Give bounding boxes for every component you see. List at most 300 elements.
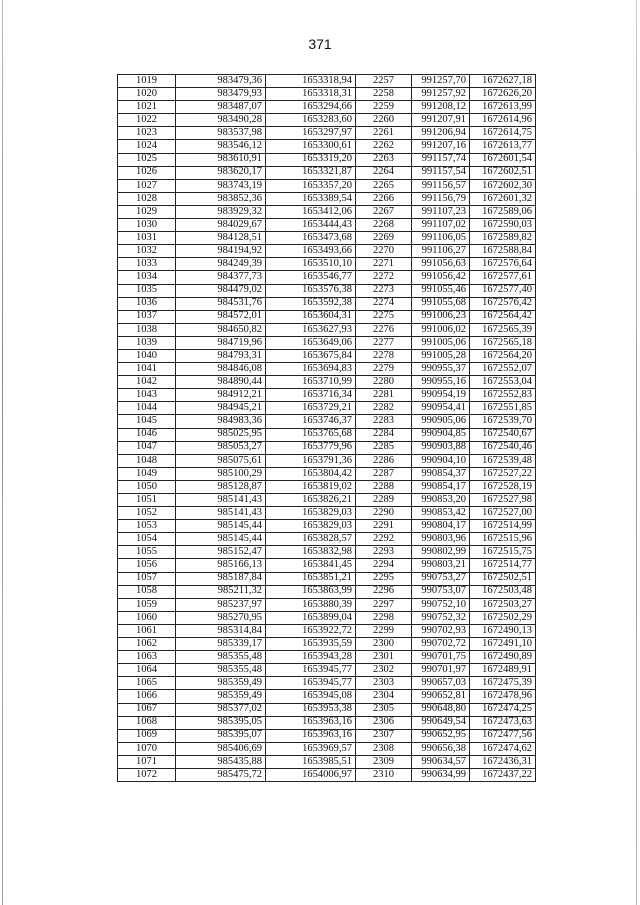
point-number-left-cell: 1039 [118,336,176,349]
point-number-left-cell: 1052 [118,507,176,520]
table-row [118,690,536,703]
y-coordinate-right-cell: 1672551,85 [470,402,536,415]
point-number-left-cell: 1071 [118,755,176,768]
point-number-right-cell: 2261 [356,127,412,140]
table-row [118,114,536,127]
x-coordinate-right-cell: 990904,85 [412,428,470,441]
point-number-left-cell: 1070 [118,742,176,755]
point-number-right-cell: 2298 [356,611,412,624]
y-coordinate-left-cell: 1653746,37 [266,415,356,428]
y-coordinate-right-cell: 1672491,10 [470,638,536,651]
coordinates-table [117,74,536,782]
y-coordinate-right-cell: 1672590,03 [470,219,536,232]
x-coordinate-left-cell: 983537,98 [176,127,266,140]
table-row [118,402,536,415]
x-coordinate-right-cell: 991257,70 [412,75,470,88]
y-coordinate-right-cell: 1672502,51 [470,572,536,585]
y-coordinate-left-cell: 1653969,57 [266,742,356,755]
y-coordinate-left-cell: 1653922,72 [266,624,356,637]
x-coordinate-right-cell: 990954,41 [412,402,470,415]
x-coordinate-left-cell: 985075,61 [176,454,266,467]
point-number-right-cell: 2281 [356,389,412,402]
x-coordinate-left-cell: 984572,01 [176,310,266,323]
point-number-right-cell: 2282 [356,402,412,415]
y-coordinate-left-cell: 1653945,08 [266,690,356,703]
point-number-right-cell: 2308 [356,742,412,755]
table-row [118,389,536,402]
y-coordinate-left-cell: 1653935,59 [266,638,356,651]
y-coordinate-right-cell: 1672601,32 [470,192,536,205]
x-coordinate-left-cell: 985359,49 [176,677,266,690]
x-coordinate-right-cell: 990803,96 [412,533,470,546]
x-coordinate-right-cell: 991006,23 [412,310,470,323]
y-coordinate-right-cell: 1672502,29 [470,611,536,624]
y-coordinate-right-cell: 1672552,07 [470,363,536,376]
y-coordinate-left-cell: 1653576,38 [266,284,356,297]
table-row [118,88,536,101]
x-coordinate-right-cell: 991207,91 [412,114,470,127]
point-number-left-cell: 1072 [118,768,176,781]
point-number-left-cell: 1047 [118,441,176,454]
point-number-right-cell: 2306 [356,716,412,729]
x-coordinate-right-cell: 990804,17 [412,520,470,533]
point-number-left-cell: 1067 [118,703,176,716]
x-coordinate-left-cell: 983610,91 [176,153,266,166]
x-coordinate-left-cell: 984128,51 [176,232,266,245]
y-coordinate-right-cell: 1672602,51 [470,166,536,179]
point-number-left-cell: 1046 [118,428,176,441]
y-coordinate-right-cell: 1672503,27 [470,598,536,611]
y-coordinate-left-cell: 1653841,45 [266,559,356,572]
point-number-right-cell: 2296 [356,585,412,598]
table-row [118,546,536,559]
x-coordinate-left-cell: 984249,39 [176,258,266,271]
x-coordinate-left-cell: 984194,92 [176,245,266,258]
point-number-left-cell: 1048 [118,454,176,467]
y-coordinate-left-cell: 1653963,16 [266,729,356,742]
point-number-right-cell: 2288 [356,480,412,493]
point-number-right-cell: 2263 [356,153,412,166]
point-number-left-cell: 1032 [118,245,176,258]
x-coordinate-left-cell: 985270,95 [176,611,266,624]
y-coordinate-right-cell: 1672576,42 [470,297,536,310]
table-row [118,140,536,153]
x-coordinate-left-cell: 984377,73 [176,271,266,284]
point-number-left-cell: 1020 [118,88,176,101]
point-number-left-cell: 1060 [118,611,176,624]
point-number-left-cell: 1035 [118,284,176,297]
y-coordinate-right-cell: 1672489,91 [470,664,536,677]
point-number-right-cell: 2310 [356,768,412,781]
y-coordinate-right-cell: 1672475,39 [470,677,536,690]
y-coordinate-left-cell: 1653710,99 [266,376,356,389]
point-number-right-cell: 2294 [356,559,412,572]
y-coordinate-right-cell: 1672601,54 [470,153,536,166]
table-row [118,585,536,598]
table-row [118,349,536,362]
point-number-left-cell: 1025 [118,153,176,166]
point-number-left-cell: 1038 [118,323,176,336]
point-number-right-cell: 2305 [356,703,412,716]
y-coordinate-left-cell: 1653851,21 [266,572,356,585]
point-number-left-cell: 1028 [118,192,176,205]
point-number-right-cell: 2309 [356,755,412,768]
point-number-right-cell: 2264 [356,166,412,179]
point-number-right-cell: 2278 [356,349,412,362]
y-coordinate-right-cell: 1672613,77 [470,140,536,153]
x-coordinate-right-cell: 990634,99 [412,768,470,781]
point-number-right-cell: 2266 [356,192,412,205]
x-coordinate-right-cell: 990853,42 [412,507,470,520]
x-coordinate-left-cell: 983546,12 [176,140,266,153]
y-coordinate-left-cell: 1653318,94 [266,75,356,88]
y-coordinate-right-cell: 1672613,99 [470,101,536,114]
point-number-right-cell: 2268 [356,219,412,232]
point-number-right-cell: 2293 [356,546,412,559]
table-row [118,716,536,729]
y-coordinate-right-cell: 1672553,04 [470,376,536,389]
x-coordinate-right-cell: 990752,10 [412,598,470,611]
x-coordinate-left-cell: 983490,28 [176,114,266,127]
table-row [118,467,536,480]
y-coordinate-right-cell: 1672564,20 [470,349,536,362]
x-coordinate-left-cell: 985314,84 [176,624,266,637]
point-number-right-cell: 2258 [356,88,412,101]
x-coordinate-left-cell: 985339,17 [176,638,266,651]
table-row [118,533,536,546]
point-number-right-cell: 2269 [356,232,412,245]
point-number-left-cell: 1059 [118,598,176,611]
table-row [118,520,536,533]
point-number-left-cell: 1053 [118,520,176,533]
x-coordinate-left-cell: 985395,05 [176,716,266,729]
x-coordinate-right-cell: 990634,57 [412,755,470,768]
point-number-right-cell: 2285 [356,441,412,454]
x-coordinate-right-cell: 990854,17 [412,480,470,493]
y-coordinate-left-cell: 1653828,57 [266,533,356,546]
y-coordinate-right-cell: 1672490,13 [470,624,536,637]
y-coordinate-left-cell: 1653649,06 [266,336,356,349]
x-coordinate-right-cell: 991156,79 [412,192,470,205]
x-coordinate-left-cell: 984531,76 [176,297,266,310]
x-coordinate-right-cell: 991107,23 [412,205,470,218]
x-coordinate-right-cell: 991106,05 [412,232,470,245]
x-coordinate-left-cell: 985128,87 [176,480,266,493]
table-row [118,219,536,232]
y-coordinate-left-cell: 1653729,21 [266,402,356,415]
x-coordinate-right-cell: 991056,63 [412,258,470,271]
point-number-left-cell: 1063 [118,651,176,664]
table-row [118,441,536,454]
y-coordinate-left-cell: 1653319,20 [266,153,356,166]
y-coordinate-left-cell: 1653826,21 [266,494,356,507]
x-coordinate-left-cell: 985145,44 [176,520,266,533]
table-row [118,271,536,284]
y-coordinate-left-cell: 1653943,28 [266,651,356,664]
x-coordinate-right-cell: 990752,32 [412,611,470,624]
table-row [118,376,536,389]
y-coordinate-right-cell: 1672473,63 [470,716,536,729]
y-coordinate-right-cell: 1672527,98 [470,494,536,507]
x-coordinate-left-cell: 984983,36 [176,415,266,428]
y-coordinate-left-cell: 1653716,34 [266,389,356,402]
y-coordinate-right-cell: 1672514,77 [470,559,536,572]
table-row [118,297,536,310]
x-coordinate-left-cell: 983929,32 [176,205,266,218]
point-number-left-cell: 1029 [118,205,176,218]
y-coordinate-right-cell: 1672577,40 [470,284,536,297]
point-number-right-cell: 2297 [356,598,412,611]
point-number-left-cell: 1021 [118,101,176,114]
y-coordinate-right-cell: 1672436,31 [470,755,536,768]
y-coordinate-left-cell: 1653318,31 [266,88,356,101]
y-coordinate-left-cell: 1653321,87 [266,166,356,179]
point-number-left-cell: 1042 [118,376,176,389]
x-coordinate-left-cell: 984846,08 [176,363,266,376]
y-coordinate-left-cell: 1653694,83 [266,363,356,376]
point-number-left-cell: 1044 [118,402,176,415]
x-coordinate-right-cell: 991207,16 [412,140,470,153]
x-coordinate-right-cell: 991005,06 [412,336,470,349]
point-number-right-cell: 2292 [356,533,412,546]
point-number-right-cell: 2301 [356,651,412,664]
point-number-left-cell: 1036 [118,297,176,310]
scan-left-edge [2,0,3,905]
x-coordinate-right-cell: 990753,07 [412,585,470,598]
table-row [118,127,536,140]
table-row [118,755,536,768]
table-row [118,75,536,88]
x-coordinate-left-cell: 985435,88 [176,755,266,768]
table-row [118,284,536,297]
x-coordinate-right-cell: 990753,27 [412,572,470,585]
y-coordinate-right-cell: 1672490,89 [470,651,536,664]
y-coordinate-left-cell: 1654006,97 [266,768,356,781]
point-number-right-cell: 2287 [356,467,412,480]
x-coordinate-right-cell: 990955,37 [412,363,470,376]
x-coordinate-left-cell: 985141,43 [176,494,266,507]
y-coordinate-right-cell: 1672576,64 [470,258,536,271]
point-number-left-cell: 1062 [118,638,176,651]
x-coordinate-left-cell: 985187,84 [176,572,266,585]
point-number-left-cell: 1030 [118,219,176,232]
point-number-left-cell: 1068 [118,716,176,729]
x-coordinate-left-cell: 984912,21 [176,389,266,402]
point-number-right-cell: 2259 [356,101,412,114]
point-number-right-cell: 2272 [356,271,412,284]
y-coordinate-right-cell: 1672539,48 [470,454,536,467]
point-number-left-cell: 1041 [118,363,176,376]
point-number-left-cell: 1031 [118,232,176,245]
point-number-right-cell: 2284 [356,428,412,441]
y-coordinate-right-cell: 1672552,83 [470,389,536,402]
point-number-left-cell: 1034 [118,271,176,284]
point-number-right-cell: 2299 [356,624,412,637]
y-coordinate-left-cell: 1653899,04 [266,611,356,624]
x-coordinate-left-cell: 983479,93 [176,88,266,101]
table-row [118,166,536,179]
y-coordinate-right-cell: 1672564,42 [470,310,536,323]
point-number-right-cell: 2304 [356,690,412,703]
x-coordinate-right-cell: 991206,94 [412,127,470,140]
point-number-right-cell: 2275 [356,310,412,323]
table-row [118,258,536,271]
y-coordinate-right-cell: 1672527,22 [470,467,536,480]
x-coordinate-left-cell: 983743,19 [176,179,266,192]
x-coordinate-left-cell: 983852,36 [176,192,266,205]
y-coordinate-left-cell: 1653510,10 [266,258,356,271]
table-row [118,179,536,192]
table-row [118,638,536,651]
table-row [118,480,536,493]
table-row [118,454,536,467]
x-coordinate-left-cell: 985237,97 [176,598,266,611]
table-row [118,624,536,637]
y-coordinate-left-cell: 1653863,99 [266,585,356,598]
y-coordinate-left-cell: 1653804,42 [266,467,356,480]
y-coordinate-right-cell: 1672589,06 [470,205,536,218]
point-number-left-cell: 1043 [118,389,176,402]
point-number-left-cell: 1049 [118,467,176,480]
point-number-right-cell: 2307 [356,729,412,742]
y-coordinate-left-cell: 1653953,38 [266,703,356,716]
point-number-left-cell: 1026 [118,166,176,179]
y-coordinate-left-cell: 1653300,61 [266,140,356,153]
y-coordinate-left-cell: 1653592,38 [266,297,356,310]
point-number-left-cell: 1037 [118,310,176,323]
x-coordinate-left-cell: 984650,82 [176,323,266,336]
y-coordinate-right-cell: 1672503,48 [470,585,536,598]
page-number: 371 [308,36,332,52]
table-row [118,729,536,742]
point-number-right-cell: 2260 [356,114,412,127]
point-number-left-cell: 1033 [118,258,176,271]
point-number-right-cell: 2280 [356,376,412,389]
scan-right-edge [636,0,637,905]
x-coordinate-right-cell: 990954,19 [412,389,470,402]
table-row [118,611,536,624]
point-number-right-cell: 2290 [356,507,412,520]
point-number-left-cell: 1054 [118,533,176,546]
table-row [118,205,536,218]
x-coordinate-right-cell: 990903,88 [412,441,470,454]
y-coordinate-right-cell: 1672588,84 [470,245,536,258]
point-number-left-cell: 1061 [118,624,176,637]
table-row [118,428,536,441]
y-coordinate-left-cell: 1653945,77 [266,677,356,690]
point-number-left-cell: 1055 [118,546,176,559]
table-row [118,101,536,114]
y-coordinate-right-cell: 1672478,96 [470,690,536,703]
coordinates-table-body [118,75,536,782]
point-number-right-cell: 2267 [356,205,412,218]
y-coordinate-left-cell: 1653765,68 [266,428,356,441]
y-coordinate-left-cell: 1653985,51 [266,755,356,768]
y-coordinate-left-cell: 1653493,66 [266,245,356,258]
x-coordinate-right-cell: 990802,99 [412,546,470,559]
y-coordinate-left-cell: 1653283,60 [266,114,356,127]
point-number-right-cell: 2295 [356,572,412,585]
point-number-right-cell: 2270 [356,245,412,258]
y-coordinate-right-cell: 1672515,75 [470,546,536,559]
y-coordinate-left-cell: 1653880,39 [266,598,356,611]
x-coordinate-left-cell: 985377,02 [176,703,266,716]
point-number-left-cell: 1066 [118,690,176,703]
y-coordinate-left-cell: 1653819,02 [266,480,356,493]
y-coordinate-right-cell: 1672565,39 [470,323,536,336]
x-coordinate-right-cell: 990652,95 [412,729,470,742]
point-number-left-cell: 1065 [118,677,176,690]
x-coordinate-left-cell: 985355,48 [176,664,266,677]
point-number-right-cell: 2286 [356,454,412,467]
y-coordinate-right-cell: 1672577,61 [470,271,536,284]
x-coordinate-right-cell: 991055,68 [412,297,470,310]
point-number-right-cell: 2274 [356,297,412,310]
table-row [118,232,536,245]
x-coordinate-left-cell: 983487,07 [176,101,266,114]
y-coordinate-right-cell: 1672614,75 [470,127,536,140]
x-coordinate-right-cell: 990853,20 [412,494,470,507]
point-number-right-cell: 2257 [356,75,412,88]
table-row [118,703,536,716]
x-coordinate-left-cell: 985100,29 [176,467,266,480]
x-coordinate-left-cell: 984479,02 [176,284,266,297]
y-coordinate-right-cell: 1672437,22 [470,768,536,781]
table-row [118,664,536,677]
x-coordinate-right-cell: 990854,37 [412,467,470,480]
point-number-left-cell: 1027 [118,179,176,192]
point-number-left-cell: 1064 [118,664,176,677]
x-coordinate-left-cell: 985141,43 [176,507,266,520]
table-row [118,559,536,572]
x-coordinate-right-cell: 990657,03 [412,677,470,690]
x-coordinate-right-cell: 990803,21 [412,559,470,572]
x-coordinate-right-cell: 990955,16 [412,376,470,389]
x-coordinate-right-cell: 991055,46 [412,284,470,297]
point-number-right-cell: 2277 [356,336,412,349]
point-number-left-cell: 1057 [118,572,176,585]
x-coordinate-left-cell: 985395,07 [176,729,266,742]
point-number-right-cell: 2289 [356,494,412,507]
y-coordinate-right-cell: 1672474,25 [470,703,536,716]
y-coordinate-right-cell: 1672527,00 [470,507,536,520]
point-number-left-cell: 1022 [118,114,176,127]
x-coordinate-right-cell: 990649,54 [412,716,470,729]
table-row [118,415,536,428]
x-coordinate-right-cell: 991106,27 [412,245,470,258]
y-coordinate-right-cell: 1672627,18 [470,75,536,88]
point-number-left-cell: 1024 [118,140,176,153]
point-number-left-cell: 1040 [118,349,176,362]
y-coordinate-left-cell: 1653546,77 [266,271,356,284]
x-coordinate-right-cell: 991208,12 [412,101,470,114]
x-coordinate-left-cell: 984793,31 [176,349,266,362]
x-coordinate-right-cell: 991056,42 [412,271,470,284]
y-coordinate-right-cell: 1672589,82 [470,232,536,245]
table-row [118,768,536,781]
x-coordinate-right-cell: 990905,06 [412,415,470,428]
point-number-right-cell: 2271 [356,258,412,271]
y-coordinate-right-cell: 1672626,20 [470,88,536,101]
table-row [118,598,536,611]
point-number-right-cell: 2265 [356,179,412,192]
x-coordinate-right-cell: 990701,75 [412,651,470,664]
y-coordinate-right-cell: 1672565,18 [470,336,536,349]
x-coordinate-left-cell: 985152,47 [176,546,266,559]
table-row [118,310,536,323]
point-number-right-cell: 2303 [356,677,412,690]
point-number-right-cell: 2279 [356,363,412,376]
